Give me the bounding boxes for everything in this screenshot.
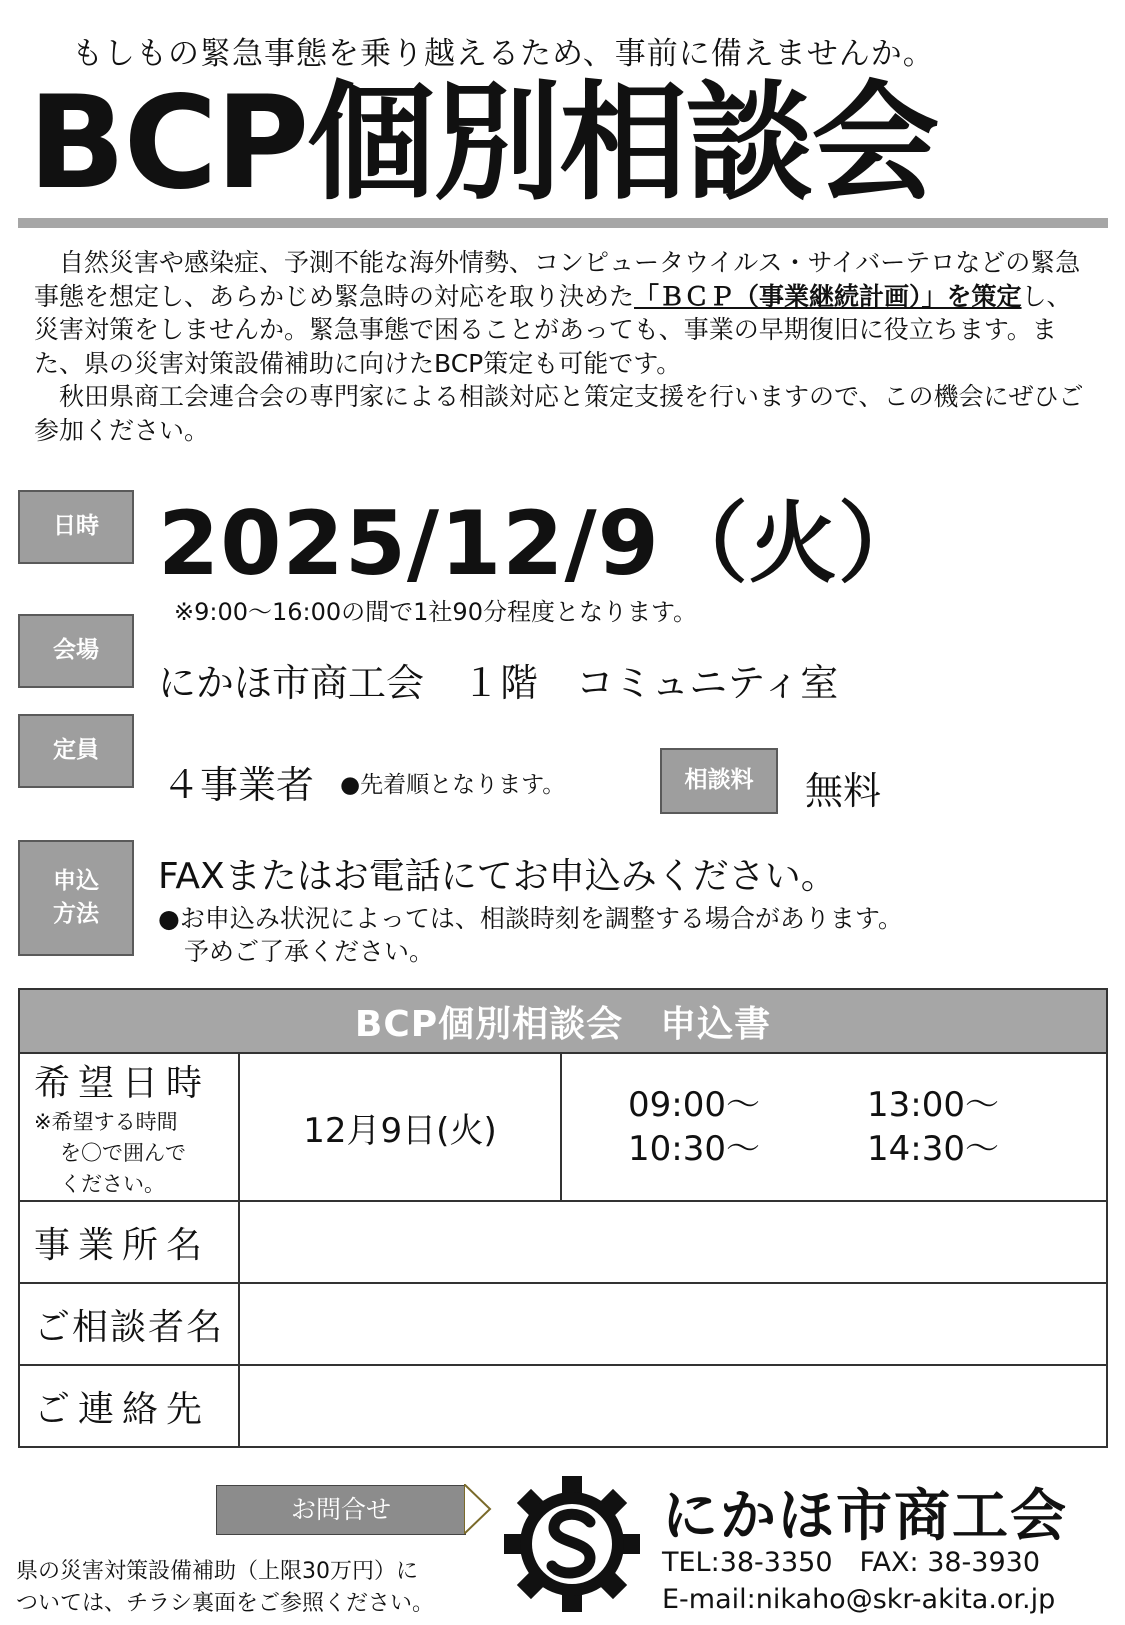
intro-paragraph-1 [34,246,1094,380]
date-label: 日時 [18,490,134,564]
date-note: ※9:00～16:00の間で1社90分程度となります。 [174,598,698,626]
fee-label: 相談料 [660,748,778,814]
subsidy-note [16,1556,434,1620]
intro-text [34,246,1094,447]
time-option-1030[interactable]: 10:30～ [628,1129,760,1169]
application-form [18,988,1108,1448]
time-option-1300[interactable]: 13:00～ [867,1085,999,1125]
subsidy-note-line-2: ついては、チラシ裏面をご参照ください。 [16,1591,435,1616]
time-option-1430[interactable]: 14:30～ [867,1129,999,1169]
venue-label: 会場 [18,614,134,688]
fee-text: 無料 [805,769,882,813]
org-name: にかほ市商工会 [662,1484,1068,1549]
intro-text-a: 自然災害や感染症、予測不能な海外情勢、コンピュータウイルス・サイバーテロなどの緊急事態を想定し、あらかじめ緊急時の対応を取り決めた [34,248,1081,311]
capacity-label: 定員 [18,714,134,788]
intro-paragraph-2: 秋田県商工会連合会の専門家による相談対応と策定支援を行いますので、この機会にぜひご参加ください。 [34,382,1084,445]
business-name-field[interactable] [239,1201,1107,1283]
inquiry-arrow-icon [464,1484,492,1534]
form-label-preferred-time [19,1053,239,1201]
preferred-time-note-1: ※希望する時間 [34,1110,178,1134]
apply-note [158,902,903,968]
form-date-cell: 12月9日(火) [239,1053,561,1201]
preferred-time-note-2: を〇で囲んで [60,1141,186,1165]
form-title: BCP個別相談会 申込書 [19,989,1107,1053]
form-label-contact: ご連絡先 [19,1365,239,1447]
apply-label-line-2: 方法 [53,901,99,927]
tel-fax: TEL:38-3350 FAX: 38-3930 [662,1547,1041,1578]
intro-bcp-highlight: 「ＢＣＰ（事業継続計画）」を策定 [634,281,1022,311]
event-date: 2025/12/9（火） [158,492,927,595]
email-link[interactable]: E-mail:nikaho@skr-akita.or.jp [662,1584,1056,1615]
form-label-consultant-name: ご相談者名 [19,1283,239,1365]
intro-text-c: し、災害対策をしませんか。緊急事態で困ることがあっても、事業の早期復旧に役立ちます。また、県の災害対策設備補助に向けたBCP策定も可能です。 [34,281,1072,378]
time-option-0900[interactable]: 09:00～ [628,1085,760,1125]
page-title: BCP個別相談会 [28,69,938,218]
preferred-time-label: 希望日時 [34,1063,211,1104]
preferred-time-note-3: ください。 [60,1172,165,1196]
consultant-name-field[interactable] [239,1283,1107,1365]
contact-field[interactable] [239,1365,1107,1447]
lead-text: もしもの緊急事態を乗り越えるため、事前に備えませんか。 [72,36,935,72]
apply-label [18,840,134,956]
capacity-note: ●先着順となります。 [340,772,566,798]
subsidy-note-line-1: 県の災害対策設備補助（上限30万円）に [16,1559,418,1584]
form-label-business-name: 事業所名 [19,1201,239,1283]
capacity-text: ４事業者 [162,763,315,807]
apply-text: FAXまたはお電話にてお申込みください。 [158,856,837,897]
title-divider [18,218,1108,228]
form-time-options [561,1053,1107,1201]
apply-note-line-1: ●お申込み状況によっては、相談時刻を調整する場合があります。 [158,904,903,933]
apply-note-line-2: 予めご了承ください。 [184,937,435,966]
apply-label-line-1: 申込 [53,867,99,894]
gear-s-emblem-icon [502,1474,642,1614]
contact-info [662,1544,1055,1618]
venue-text: にかほ市商工会 １階 コミュニティ室 [158,661,839,705]
inquiry-label: お問合せ [216,1485,466,1535]
